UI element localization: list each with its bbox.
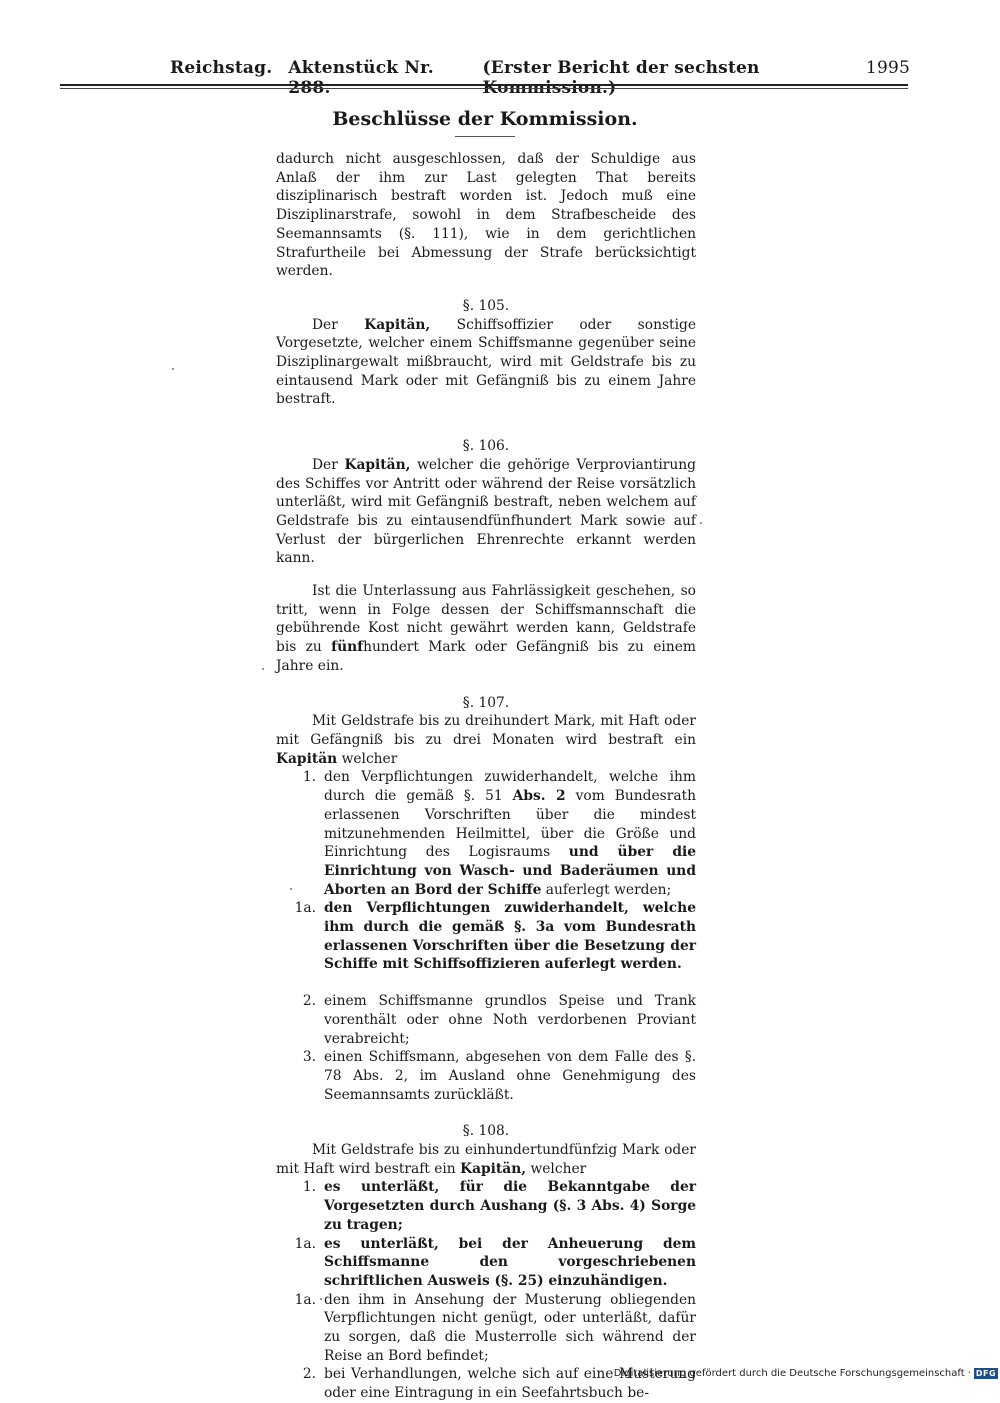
- header-rule-thin: [60, 88, 908, 89]
- section-106-bold: Kapitän,: [344, 456, 411, 473]
- item-text: einen Schiffsmann, abgesehen von dem Falle des §. 78 Abs. 2, im Ausland ohne Genehmigung des Seemannsamts zurückläßt.: [324, 1049, 696, 1103]
- section-107-item-3: [276, 1048, 696, 1104]
- section-107-item-1a: [276, 899, 696, 974]
- digitization-credit: [604, 1368, 998, 1379]
- item-text: es unterläßt, bei der Anheuerung dem Schiffsmanne den vorgeschriebenen schriftlichen Ausweis (§. 25) einzuhändigen.: [324, 1235, 696, 1289]
- item-text: bei Verhandlungen, welche sich auf eine Musterung oder eine Eintragung in ein Seefahrtsbuch be-: [324, 1366, 696, 1402]
- section-108-intro-bold: Kapitän,: [460, 1160, 527, 1177]
- section-106-text: [276, 456, 696, 568]
- section-106-rest: welcher die gehörige Verproviantirung des Schiffes vor Antritt oder während der Reise vorsätzlich unterläßt, wird mit Gefängniß bestraft, neben welchem auf Geldstrafe bis zu eintausendfünfhundert Mark sowie auf Verlust der bürgerlichen Ehrenrechte erkannt werden kann.: [276, 456, 697, 567]
- section-107-item-1: [276, 768, 696, 899]
- section-108-intro-end: welcher: [530, 1160, 587, 1177]
- item-number: 2.: [302, 993, 316, 1010]
- scan-speck: [172, 368, 174, 370]
- section-106-second-paragraph: [276, 582, 696, 676]
- section-106-heading: §. 106.: [462, 438, 510, 455]
- section-108-heading: §. 108.: [462, 1123, 510, 1140]
- item-number: 1a.: [294, 1291, 316, 1308]
- section-105-bold: Kapitän,: [364, 316, 431, 333]
- section-107-intro-bold: Kapitän: [276, 750, 338, 767]
- item-text: einem Schiffsmanne grundlos Speise und Trank vorenthält oder ohne Noth verdorbenen Proviant verabreicht;: [324, 993, 696, 1047]
- spacer: [276, 409, 696, 437]
- item-text: [324, 768, 696, 899]
- scan-speck: [290, 888, 292, 890]
- section-105-lead: Der: [312, 316, 338, 333]
- spacer: [276, 281, 696, 297]
- item-number: 3.: [302, 1049, 316, 1066]
- header-part-reichstag: Reichstag.: [170, 58, 273, 78]
- item-text: den ihm in Ansehung der Musterung obliegenden Verpflichtungen nicht genügt, oder unterläßt, dafür zu sorgen, daß die Musterrolle sich während der Reise an Bord befindet;: [324, 1291, 696, 1364]
- item-text-bold-1: Abs. 2: [512, 788, 566, 805]
- section-107-intro-text: Mit Geldstrafe bis zu dreihundert Mark, mit Haft oder mit Gefängniß bis zu drei Monaten wird bestraft ein: [276, 713, 696, 748]
- item-text-b: vom Bundesrath erlassenen Vorschriften über die mindest mitzunehmenden Heilmittel, über die Größe und Einrichtung des Logisraums: [324, 788, 697, 861]
- spacer: [276, 568, 696, 582]
- item-number: 2.: [302, 1366, 316, 1383]
- item-text-c: auferlegt werden;: [545, 881, 672, 898]
- scan-speck: [700, 522, 702, 524]
- header-rule-thick: [60, 84, 908, 86]
- spacer: [276, 974, 696, 992]
- item-text-bold-2: und über die Einrichtung von Wasch- und Baderäumen und Aborten an Bord der Schiffe: [324, 844, 696, 898]
- scan-speck: [320, 1298, 322, 1300]
- item-number: 1a.: [294, 1235, 316, 1252]
- spacer: [276, 1104, 696, 1122]
- item-number: 1a.: [294, 900, 316, 917]
- section-title: Beschlüsse der Kommission.: [332, 108, 638, 130]
- section-107-heading: §. 107.: [462, 694, 510, 711]
- item-text: den Verpflichtungen zuwiderhandelt, welche ihm durch die gemäß §. 3a vom Bundesrath erlassenen Vorschriften über die Besetzung der Schiffe mit Schiffsoffizieren auferlegt werden.: [324, 900, 696, 973]
- item-number: 1.: [302, 769, 316, 786]
- section-108-intro: [276, 1141, 696, 1178]
- section-107-item-2: [276, 992, 696, 1048]
- spacer: [276, 676, 696, 694]
- header-title-group: [170, 58, 866, 98]
- item-number: 1.: [302, 1179, 316, 1196]
- section-107-intro: [276, 712, 696, 768]
- section-105-rest: Schiffsoffizier oder sonstige Vorgesetzte, welcher einem Schiffsmanne gegenüber seine Disziplinargewalt mißbraucht, wird mit Geldstrafe bis zu eintausend Mark oder mit Gefängniß bis zu einem Jahre bestraft.: [276, 316, 696, 408]
- section-105-heading: §. 105.: [462, 297, 510, 314]
- running-header: [170, 58, 910, 98]
- section-106-second-bold: fünf: [331, 639, 364, 656]
- dfg-logo-icon: DFG: [975, 1369, 997, 1378]
- section-106-second-b: hundert Mark oder Gefängniß bis zu einem Jahre ein.: [276, 639, 696, 674]
- page-number: 1995: [865, 58, 910, 78]
- item-text: es unterläßt, für die Bekanntgabe der Vorgesetzten durch Aushang (§. 3 Abs. 4) Sorge zu tragen;: [324, 1179, 696, 1233]
- section-106-second-a: Ist die Unterlassung aus Fahrlässigkeit geschehen, so tritt, wenn in Folge dessen der Schiffsmannschaft die gebührende Kost nicht gewährt werden kann, Geldstrafe bis zu: [276, 583, 696, 656]
- text-column: [276, 150, 696, 1403]
- scan-speck: [262, 668, 264, 670]
- section-108-intro-text: Mit Geldstrafe bis zu einhundertundfünfzig Mark oder mit Haft wird bestraft ein: [276, 1142, 696, 1177]
- opening-paragraph: dadurch nicht ausgeschlossen, daß der Schuldige aus Anlaß der ihm zur Last gelegten That bereits disziplinarisch bestraft worden ist. Jedoch muß eine Disziplinarstrafe, sowohl in dem Strafbescheide des Seemannsamts (§. 111), wie in dem gerichtlichen Strafurtheile bei Abmessung der Strafe berücksichtigt werden.: [276, 151, 696, 280]
- item-text-a: den Verpflichtungen zuwiderhandelt, welche ihm durch die gemäß §. 51: [324, 769, 696, 805]
- section-108-item-1: [276, 1178, 696, 1234]
- title-underline: [455, 136, 515, 137]
- header-part-bericht: (Erster Bericht der sechsten: [482, 58, 760, 78]
- section-106-lead: Der: [312, 456, 338, 473]
- section-105-text: [276, 316, 696, 410]
- section-108-item-1a: [276, 1235, 696, 1291]
- credit-text: Digitalisierung gefördert durch die Deutsche Forschungsgemeinschaft ·: [613, 1368, 971, 1379]
- section-107-intro-end: welcher: [341, 750, 398, 767]
- section-108-item-1a-second: [276, 1291, 696, 1366]
- header-part-aktenstueck: Aktenstück Nr.: [288, 58, 434, 78]
